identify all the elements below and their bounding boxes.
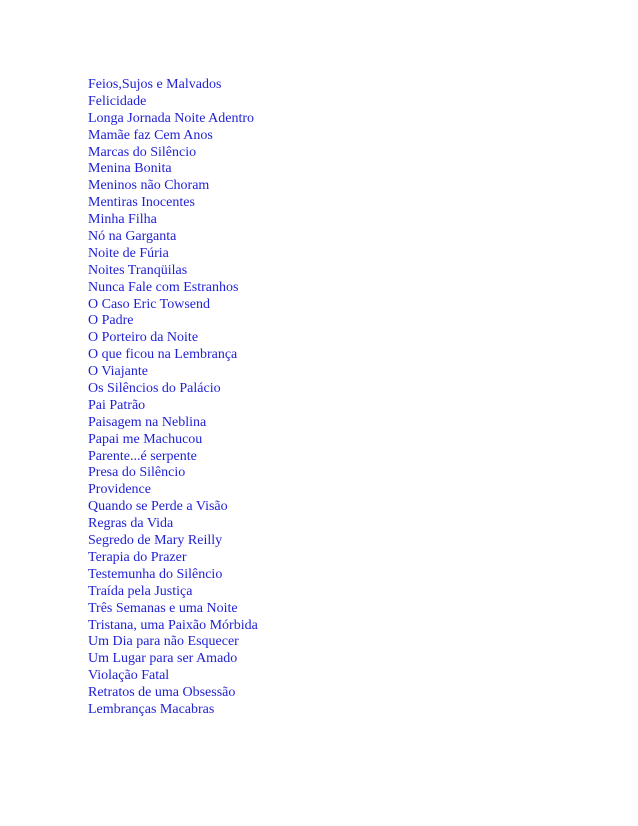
list-item: Os Silêncios do Palácio <box>88 381 221 397</box>
film-title-list <box>88 77 258 719</box>
list-item: Paisagem na Neblina <box>88 414 207 430</box>
list-item: O Padre <box>88 313 134 329</box>
list-item: Marcas do Silêncio <box>88 144 197 160</box>
list-item: Terapia do Prazer <box>88 549 187 565</box>
list-item: Minha Filha <box>88 212 157 228</box>
list-item: Longa Jornada Noite Adentro <box>88 110 255 126</box>
list-item: Nó na Garganta <box>88 229 177 245</box>
list-item: Mentiras Inocentes <box>88 195 195 211</box>
list-item: Nunca Fale com Estranhos <box>88 279 239 295</box>
list-item: O Viajante <box>88 364 148 380</box>
list-item: Menina Bonita <box>88 161 172 177</box>
list-item: Noites Tranqüilas <box>88 262 188 278</box>
list-item: Violação Fatal <box>88 668 170 684</box>
list-item: Papai me Machucou <box>88 431 203 447</box>
list-item: Felicidade <box>88 93 147 109</box>
list-item: O Porteiro da Noite <box>88 330 199 346</box>
list-item: Noite de Fúria <box>88 245 169 261</box>
list-item: Feios,Sujos e Malvados <box>88 77 222 92</box>
list-item: Mamãe faz Cem Anos <box>88 127 213 143</box>
list-item: Um Dia para não Esquecer <box>88 634 239 650</box>
list-item: Três Semanas e uma Noite <box>88 600 238 616</box>
list-item: O que ficou na Lembrança <box>88 347 238 363</box>
list-item: Tristana, uma Paixão Mórbida <box>88 617 258 633</box>
list-item: Meninos não Choram <box>88 178 210 194</box>
list-item: Lembranças Macabras <box>88 701 215 717</box>
list-item: Testemunha do Silêncio <box>88 566 223 582</box>
list-item: Pai Patrão <box>88 397 146 413</box>
list-item: Um Lugar para ser Amado <box>88 651 238 667</box>
list-item: O Caso Eric Towsend <box>88 296 211 312</box>
list-item: Retratos de uma Obsessão <box>88 685 236 701</box>
list-item: Segredo de Mary Reilly <box>88 533 223 549</box>
list-item: Regras da Vida <box>88 516 174 532</box>
list-item: Parente...é serpente <box>88 448 197 464</box>
list-item: Traída pela Justiça <box>88 583 193 599</box>
list-item: Quando se Perde a Visão <box>88 499 228 515</box>
list-item: Providence <box>88 482 151 498</box>
list-item: Presa do Silêncio <box>88 465 186 481</box>
